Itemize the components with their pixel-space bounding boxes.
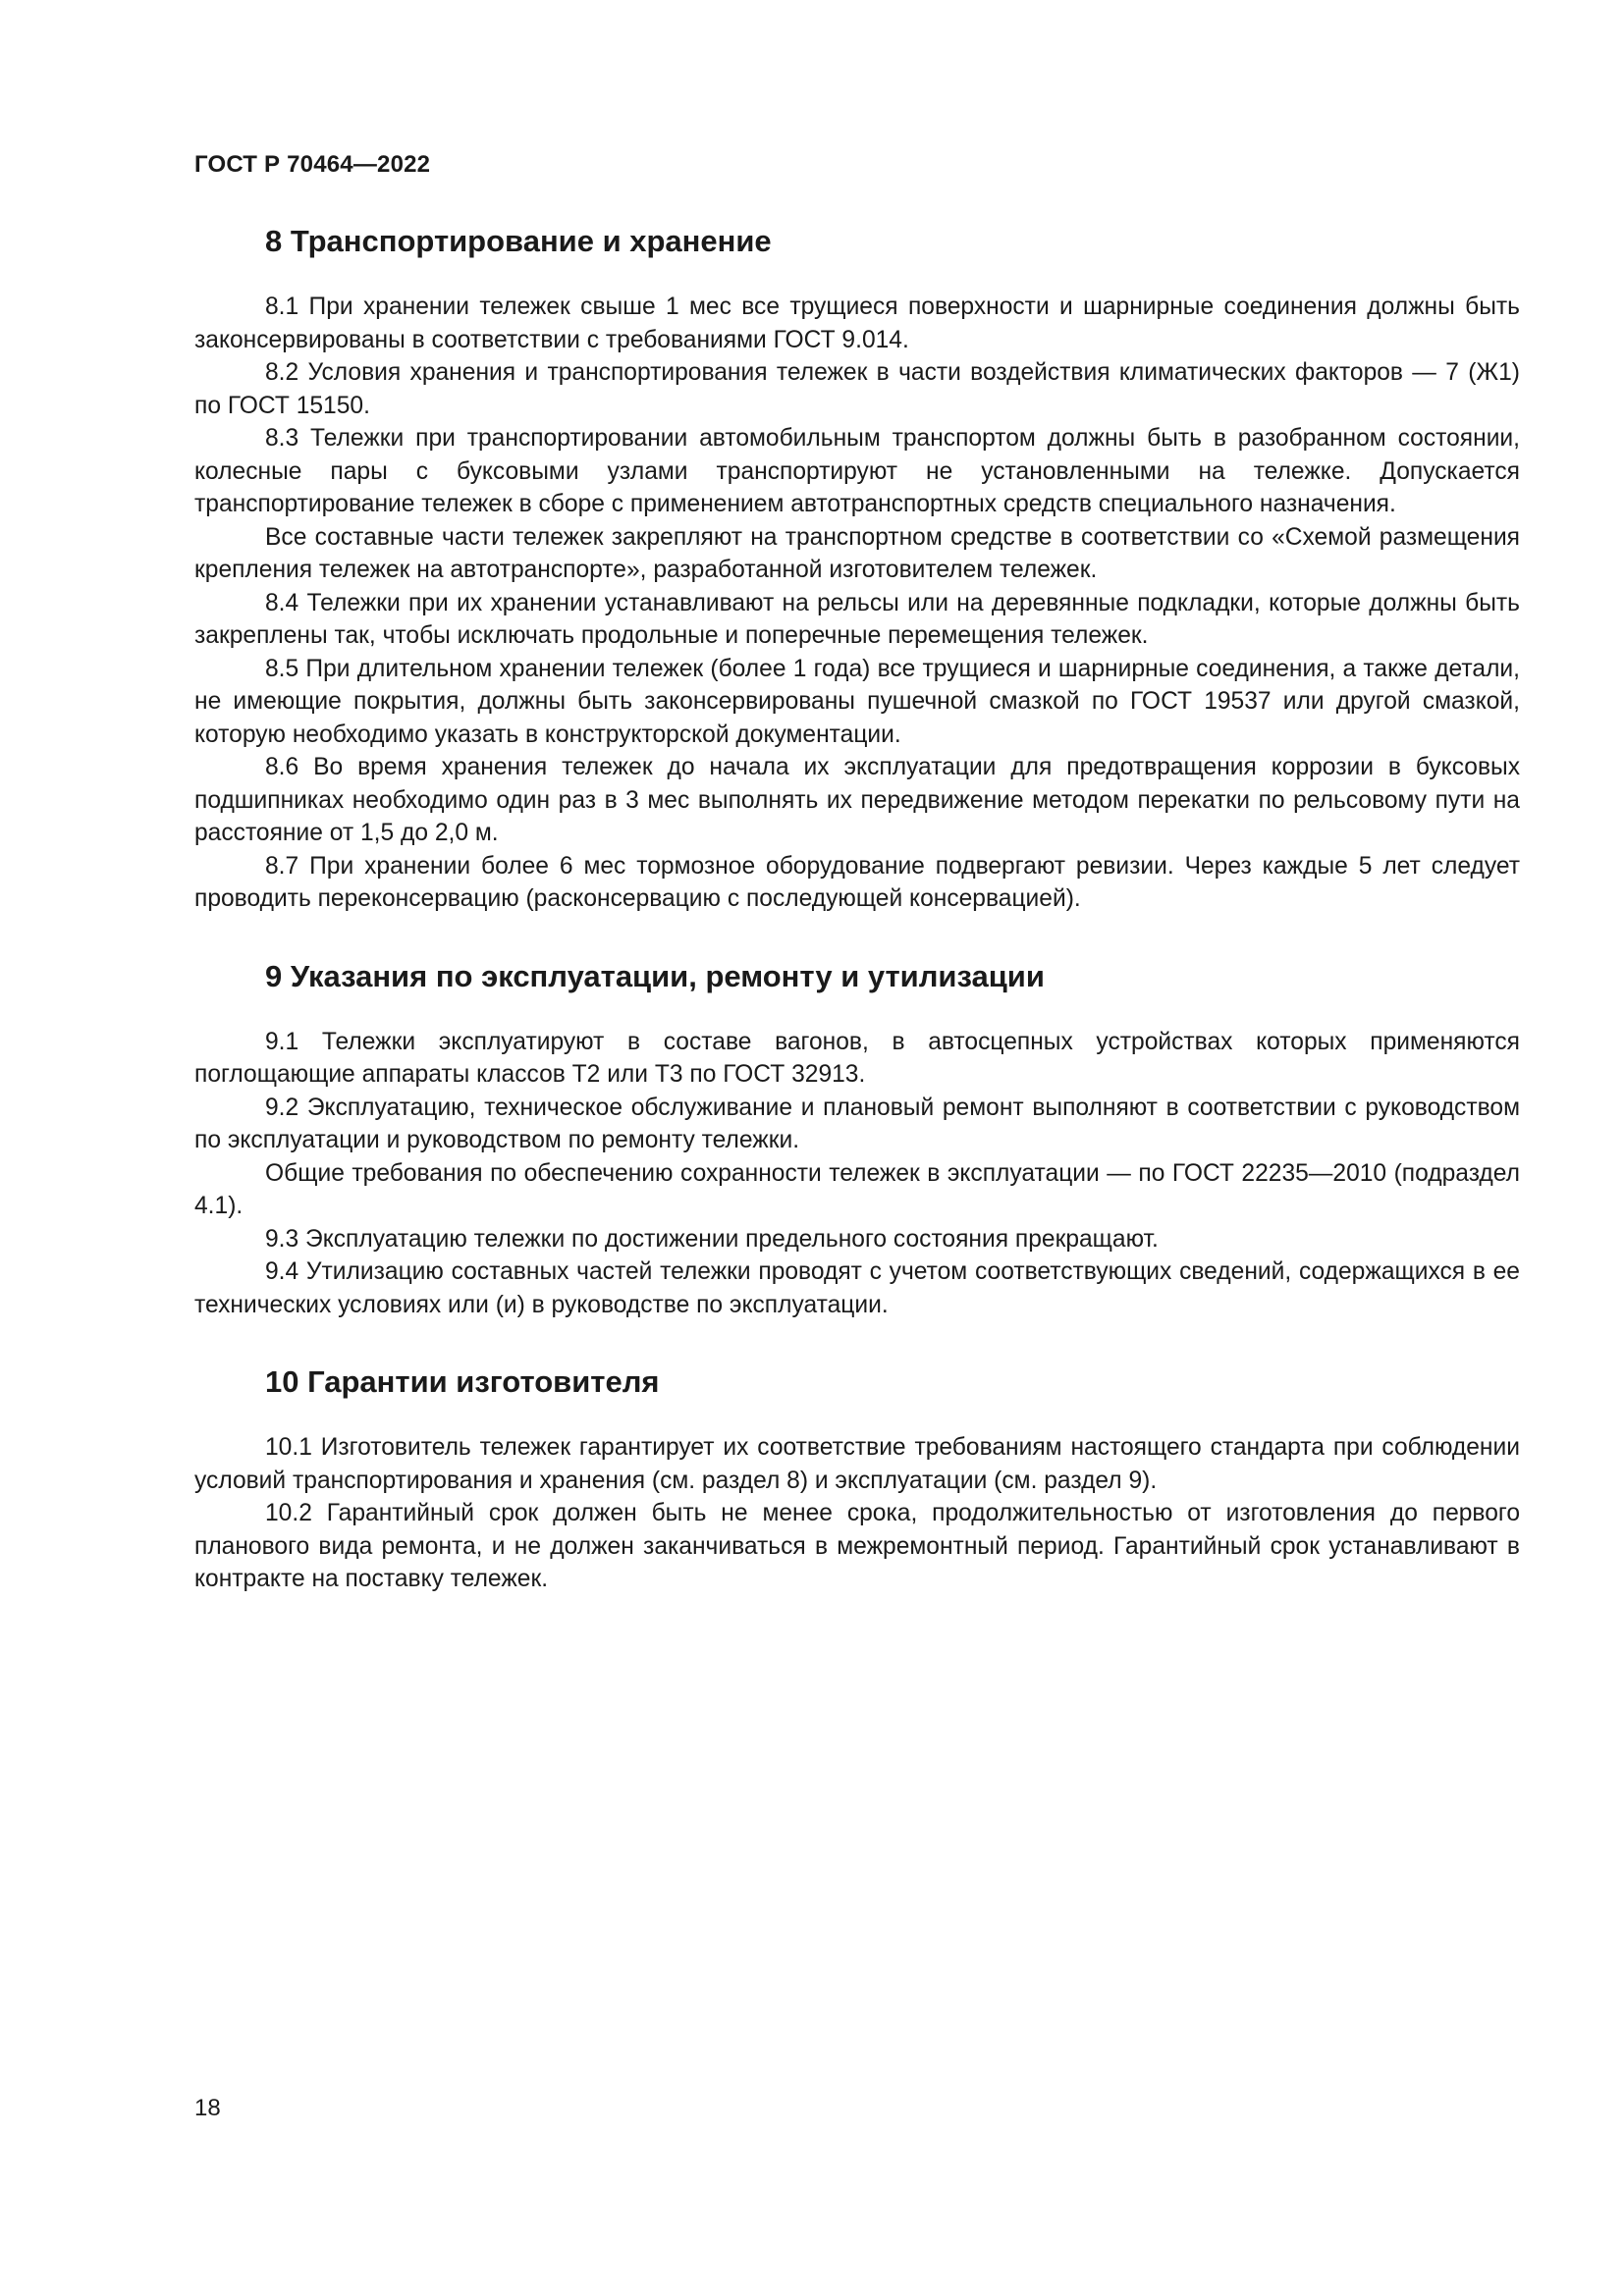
paragraph: 9.2 Эксплуатацию, техническое обслуживание и плановый ремонт выполняют в соответствии с руководством по эксплуатации и руководством по ремонту тележки. [194, 1094, 1520, 1153]
paragraph: 10.2 Гарантийный срок должен быть не менее срока, продолжительностью от изготовления до первого планового вида ремонта, и не должен заканчиваться в межремонтный период. Гарантийный срок устанавливают в контракте на поставку тележек. [194, 1500, 1520, 1592]
paragraph: 9.4 Утилизацию составных частей тележки проводят с учетом соответствующих сведений, содержащихся в ее технических условиях или (и) в руководстве по эксплуатации. [194, 1258, 1520, 1318]
section-title: 10 Гарантии изготовителя [265, 1364, 660, 1399]
paragraph: Общие требования по обеспечению сохранности тележек в эксплуатации — по ГОСТ 22235—2010 (подраздел 4.1). [194, 1159, 1520, 1219]
paragraph: 8.5 При длительном хранении тележек (более 1 года) все трущиеся и шарнирные соединения, а также детали, не имеющие покрытия, должны быть законсервированы пушечной смазкой по ГОСТ 19537 или другой смазкой, которую необходимо указать в конструкторской документации. [194, 655, 1520, 748]
paragraph: Все составные части тележек закрепляют на транспортном средстве в соответствии со «Схемой размещения крепления тележек на автотранспорте», разработанной изготовителем тележек. [194, 523, 1520, 583]
paragraph: 9.1 Тележки эксплуатируют в составе вагонов, в автосцепных устройствах которых применяются поглощающие аппараты классов Т2 или Т3 по ГОСТ 32913. [194, 1028, 1520, 1088]
section-10 [194, 1362, 1520, 1596]
paragraph: 10.1 Изготовитель тележек гарантирует их соответствие требованиям настоящего стандарта при соблюдении условий транспортирования и хранения (см. раздел 8) и эксплуатации (см. раздел 9). [194, 1434, 1520, 1494]
section-9 [194, 957, 1520, 1322]
paragraph: 8.7 При хранении более 6 мес тормозное оборудование подвергают ревизии. Через каждые 5 лет следует проводить переконсервацию (расконсервацию с последующей консервацией). [194, 852, 1520, 912]
section-8 [194, 222, 1520, 916]
document-header: ГОСТ Р 70464—2022 [194, 151, 431, 178]
paragraph: 8.2 Условия хранения и транспортирования тележек в части воздействия климатических факторов — 7 (Ж1) по ГОСТ 15150. [194, 359, 1520, 419]
paragraph: 8.4 Тележки при их хранении устанавливают на рельсы или на деревянные подкладки, которые должны быть закреплены так, чтобы исключать продольные и поперечные перемещения тележек. [194, 589, 1520, 649]
paragraph: 9.3 Эксплуатацию тележки по достижении предельного состояния прекращают. [265, 1225, 1159, 1253]
paragraph: 8.1 При хранении тележек свыше 1 мес все трущиеся поверхности и шарнирные соединения должны быть законсервированы в соответствии с требованиями ГОСТ 9.014. [194, 294, 1520, 353]
document-body [194, 222, 1520, 1637]
paragraph: 8.6 Во время хранения тележек до начала их эксплуатации для предотвращения коррозии в буксовых подшипниках необходимо один раз в 3 мес выполнять их передвижение методом перекатки по рельсовому пути на расстояние от 1,5 до 2,0 м. [194, 754, 1520, 846]
page-number: 18 [194, 2095, 221, 2121]
section-title: 9 Указания по эксплуатации, ремонту и утилизации [265, 958, 1045, 993]
paragraph: 8.3 Тележки при транспортировании автомобильным транспортом должны быть в разобранном состоянии, колесные пары с буксовыми узлами транспортируют не установленными на тележке. Допускается транспортирование тележек в сборе с применением автотранспортных средств специального назначения. [194, 425, 1520, 517]
section-title: 8 Транспортирование и хранение [265, 224, 772, 258]
